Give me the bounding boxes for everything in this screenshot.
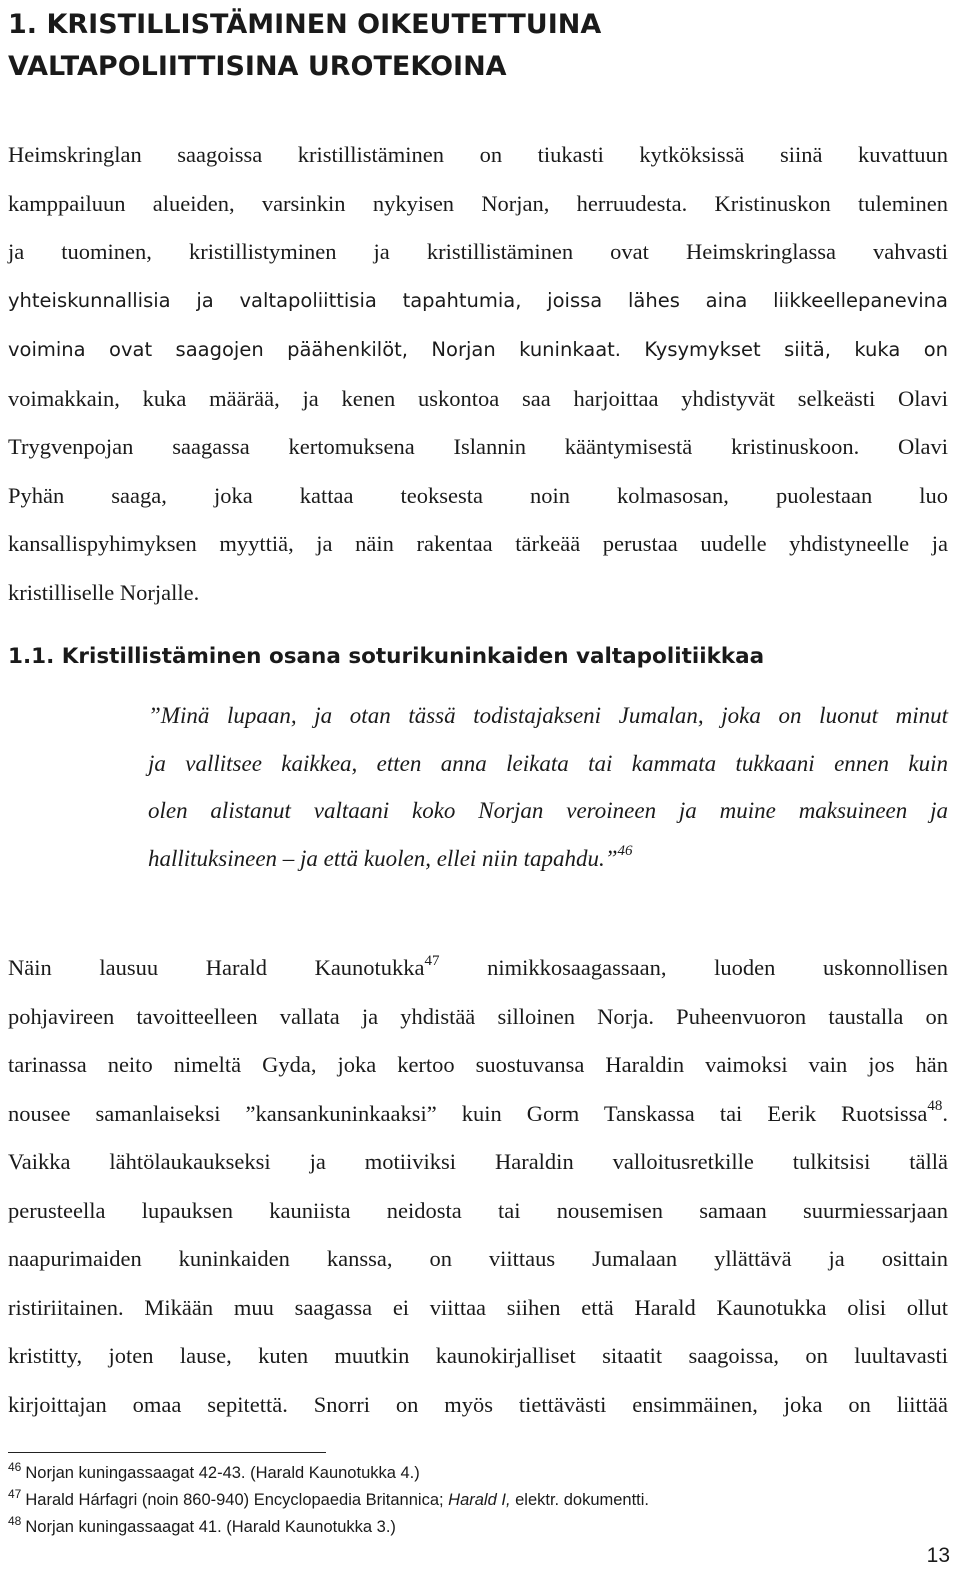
main-line: naapurimaiden kuninkaiden kanssa, on viittaus Jumalaan yllättävä ja osittain [8,1246,948,1271]
footnote-text: elektr. dokumentti. [510,1491,650,1509]
footnote-47 [8,1487,948,1514]
quote-line: ja vallitsee kaikkea, etten anna leikata tai kammata tukkaani ennen kuin [148,750,948,776]
footnote-number: 47 [8,1486,22,1501]
intro-line: kansallispyhimyksen myyttiä, ja näin rakentaa tärkeää perustaa uudelle yhdistyneelle ja [8,531,948,556]
main-line: ristiriitainen. Mikään muu saagassa ei viittaa siihen että Harald Kaunotukka olisi ollut [8,1294,948,1320]
main-line [8,944,948,993]
footnote-number: 48 [8,1513,22,1528]
footnote-text: Norjan kuningassaagat 42-43. (Harald Kaunotukka 4.) [25,1464,420,1482]
footnote-ref-48[interactable]: 48 [927,1098,943,1114]
footnote-ref-47[interactable]: 47 [424,952,440,969]
main-line-text: . [942,1100,948,1126]
footnote-separator [8,1452,326,1453]
intro-line: kristilliselle Norjalle. [8,579,200,605]
intro-line: Pyhän saaga, joka kattaa teoksesta noin kolmasosan, puolestaan luo [8,482,948,508]
intro-line [8,325,948,375]
intro-line: Trygvenpojan saagassa kertomuksena Islannin kääntymisestä kristinuskoon. Olavi [8,434,948,459]
main-paragraph [8,944,948,1429]
intro-line: voimakkain, kuka määrää, ja kenen uskontoa saa harjoittaa yhdistyvät selkeästi Olavi [8,385,948,411]
chapter-heading-line-1: 1. KRISTILLISTÄMINEN OIKEUTETTUINA [8,9,602,40]
footnote-italic-text: Harald I, [448,1491,511,1509]
chapter-heading [8,4,948,88]
main-line: kirjoittajan omaa sepitettä. Snorri on myös tiettävästi ensimmäinen, joka on liittää [8,1391,948,1417]
intro-line: yhteiskunnallisia ja valtapoliittisia tapahtumia, joissa lähes aina liikkeellepanevina [8,288,948,312]
quote-line-last [148,835,948,883]
intro-line: kamppailuun alueiden, varsinkin nykyisen Norjan, herruudesta. Kristinuskon tuleminen [8,190,948,216]
main-line-text: nousee samanlaiseksi ”kansankuninkaaksi” kuin Gorm Tanskassa tai Eerik Ruotsissa [8,1100,928,1126]
main-line-text: nimikkosaagassaan, luoden uskonnollisen [439,955,948,980]
footnote-text: Harald Hárfagri (noin 860-940) Encyclopaedia Britannica; [25,1491,449,1509]
main-line-text: Näin lausuu Harald Kaunotukka [8,955,425,980]
footnote-46 [8,1460,948,1487]
intro-line: Heimskringlan saagoissa kristillistäminen on tiukasti kytköksissä siinä kuvattuun [8,142,948,167]
footnote-48 [8,1514,948,1541]
main-line: Vaikka lähtölaukaukseksi ja motiiviksi Haraldin valloitusretkille tulkitsisi tällä [8,1149,948,1174]
footnote-number: 46 [8,1459,22,1474]
footnote-ref-46[interactable]: 46 [617,842,633,859]
main-line: tarinassa neito nimeltä Gyda, joka kertoo suostuvansa Haraldin vaimoksi vain jos hän [8,1052,948,1077]
chapter-heading-line-2: VALTAPOLIITTISINA UROTEKOINA [8,51,507,82]
quote-line: ”Minä lupaan, ja otan tässä todistajakseni Jumalan, joka on luonut minut [148,703,948,728]
intro-paragraph [8,131,948,617]
page-number: 13 [926,1544,950,1567]
main-line: pohjavireen tavoitteelleen vallata ja yhdistää silloinen Norja. Puheenvuoron taustalla on [8,1003,948,1029]
section-subheading: 1.1. Kristillistäminen osana soturikuninkaiden valtapolitiikkaa [8,644,765,669]
quote-line: olen alistanut valtaani koko Norjan veroineen ja muine maksuineen ja [148,798,948,823]
footnote-text: Norjan kuningassaagat 41. (Harald Kaunotukka 3.) [25,1518,396,1536]
quote-line-text: hallituksineen – ja että kuolen, ellei niin tapahdu.” [148,845,618,871]
main-line [8,1090,948,1139]
main-line: perusteella lupauksen kauniista neidosta tai nousemisen samaan suurmiessarjaan [8,1197,948,1223]
footnotes [8,1460,948,1541]
intro-line: ja tuominen, kristillistyminen ja kristillistäminen ovat Heimskringlassa vahvasti [8,239,948,264]
intro-line-text: voimina ovat saagojen päähenkilöt, Norjan kuninkaat. Kysymykset siitä, kuka on [8,338,948,361]
main-line: kristitty, joten lause, kuten muutkin kaunokirjalliset sitaatit saagoissa, on luultavasti [8,1343,948,1368]
block-quote [148,692,948,882]
